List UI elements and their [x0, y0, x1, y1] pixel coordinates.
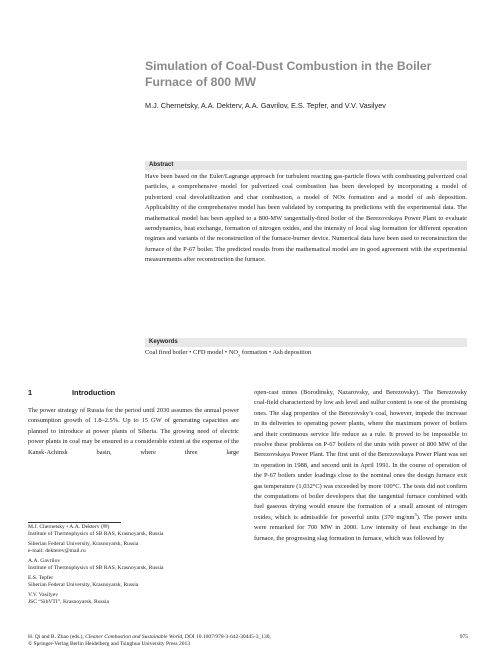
affiliation-group [28, 558, 243, 573]
keyword-cfd-model: CFD model [193, 349, 224, 356]
abstract-text: Have been based on the Euler/Lagrange approach for turbulent reacting gas-particle flows with combusting pulverized coal particles, a comprehensive model for pulverized coal combustion has been developed by incorporating a model of pulverized coal devolatilization and char combustion, a model of NOx formation and a model of ash deposition. Applicability of the comprehensive model has been validated by comparing its predictions with the experimental data. The mathematical model has been applied to a 800-MW tangentially-fired boiler of the Berezovskaya Power Plant to evaluate aerodynamics, heat exchange, formation of nitrogen oxides, and the intensity of local slag formation for different operation regimes and variants of the reconstruction of the furnace-burner device. Numerical data have been used to reconstruction the furnace of the P-67 boiler. The predicted results from the mathematical model are in good agreement with the experimental measurements after reconstruction the furnace. [145, 173, 467, 264]
paper-title: Simulation of Coal-Dust Combustion in the Boiler Furnace of 800 MW [145, 59, 432, 89]
copyright-line: © Springer-Verlag Berlin Heidelberg and Tsinghua University Press 2013 [28, 641, 191, 648]
keyword-separator: • [187, 349, 194, 356]
affiliation-line: V.V. Vasilyev [28, 591, 58, 598]
email-link[interactable]: dekterev@mail.ru [45, 548, 86, 555]
author-list: M.J. Chernetsky, A.A. Dekterv, A.A. Gavrilov, E.S. Tepfer, and V.V. Vasilyev [145, 101, 386, 110]
affiliation-line: A.A. Gavrilov [28, 557, 61, 564]
page-footer [28, 634, 468, 649]
affiliation-line: Siberian Federal University, Krasnoyarsk, Russia [28, 540, 139, 547]
section-title: Introduction [72, 388, 116, 397]
affiliation-group [28, 575, 243, 590]
keywords-heading: Keywords [145, 338, 467, 347]
section-heading [28, 388, 115, 397]
affiliations-block [28, 524, 243, 608]
page-number: 975 [459, 634, 468, 640]
keyword-separator: • [267, 349, 273, 356]
affiliation-group [28, 541, 243, 556]
email-line: e-mail: dekterev@mail.ru [28, 548, 86, 555]
keywords-list [145, 348, 467, 360]
affiliation-line: Institute of Thermophysics of SB RAS, Krasnoyarsk, Russia [28, 531, 164, 538]
intro-continuation-paragraph: open-cast mines (Borodinsky, Nazarovsky, and Berezovsky). The Berezovsky coal-field characterized by low ash level and sulfur content is one of the promising ones. The slag properties of the Berezovsky’s coal, however, impede the increase in its deliveries to operating power plants, where the maximum power of boilers and their continuous service life reduce as a rule. It proved to be impossible to resolve these problems on P-67 boilers of the units with power of 800 MW of the Berezovskaya Power Plant. The first unit of the Berezovskaya Power Plant was set in operation in 1988, and second unit in April 1991. In the course of operation of the P-67 boilers under loadings close to the nominal ones the design furnace exit gas temperature (1,032°C) was exceeded by more 100°C. The tests did not confirm the computations of boiler developers that the tangential furnace combined with fuel gaseous drying would ensure the formation of a small amount of nitrogen oxides, which is admissible for powerful units (370 $mg/nm^3$). The power units were remarked for 700 MW in 2000. Low intensity of heat exchange in the furnace, the progressing slag formation in furnace, which was followed by [254, 389, 467, 542]
affiliation-line: M.J. Chernetsky • A.A. Dekterv (✉) [28, 524, 110, 530]
book-title: Cleaner Combustion and Sustainable World [85, 634, 183, 640]
keyword-nox-formation: $NO_x$ formation [228, 349, 268, 358]
affiliation-line: Siberian Federal University, Krasnoyarsk, Russia [28, 581, 139, 588]
keyword-ash-deposition: Ash deposition [272, 349, 312, 356]
affiliation-line: Institute of Thermophysics of SB RAS, Krasnoyarsk, Russia [28, 565, 164, 572]
footnote-divider [28, 522, 121, 523]
affiliation-line: E.S. Tepfer [28, 574, 54, 581]
keyword-separator: • [223, 349, 229, 356]
affiliation-line: JSC “SibVTI”, Krasnoyarsk, Russia [28, 598, 109, 605]
affiliation-group [28, 524, 243, 539]
section-number: 1 [28, 388, 33, 397]
keyword-coal-fired-boiler: Coal fired boiler [145, 349, 188, 356]
affiliation-group [28, 592, 243, 607]
abstract-heading: Abstract [145, 161, 467, 170]
intro-paragraph: The power strategy of Russia for the period until 2030 assumes the annual power consumption growth of 1.8–2.5%. Up to 15 GW of generating capacities are planned to introduce at power plants of Siberia. The growing need of electric power plants in coal may be ensured to a considerable extent at the expense of the Kansk-Achinsk basin, where three large [28, 407, 239, 456]
citation-line: H. Qi and B. Zhao (eds.), Cleaner Combustion and Sustainable World, DOI 10.1007/978-3-642-30445-3_130, [28, 634, 271, 640]
